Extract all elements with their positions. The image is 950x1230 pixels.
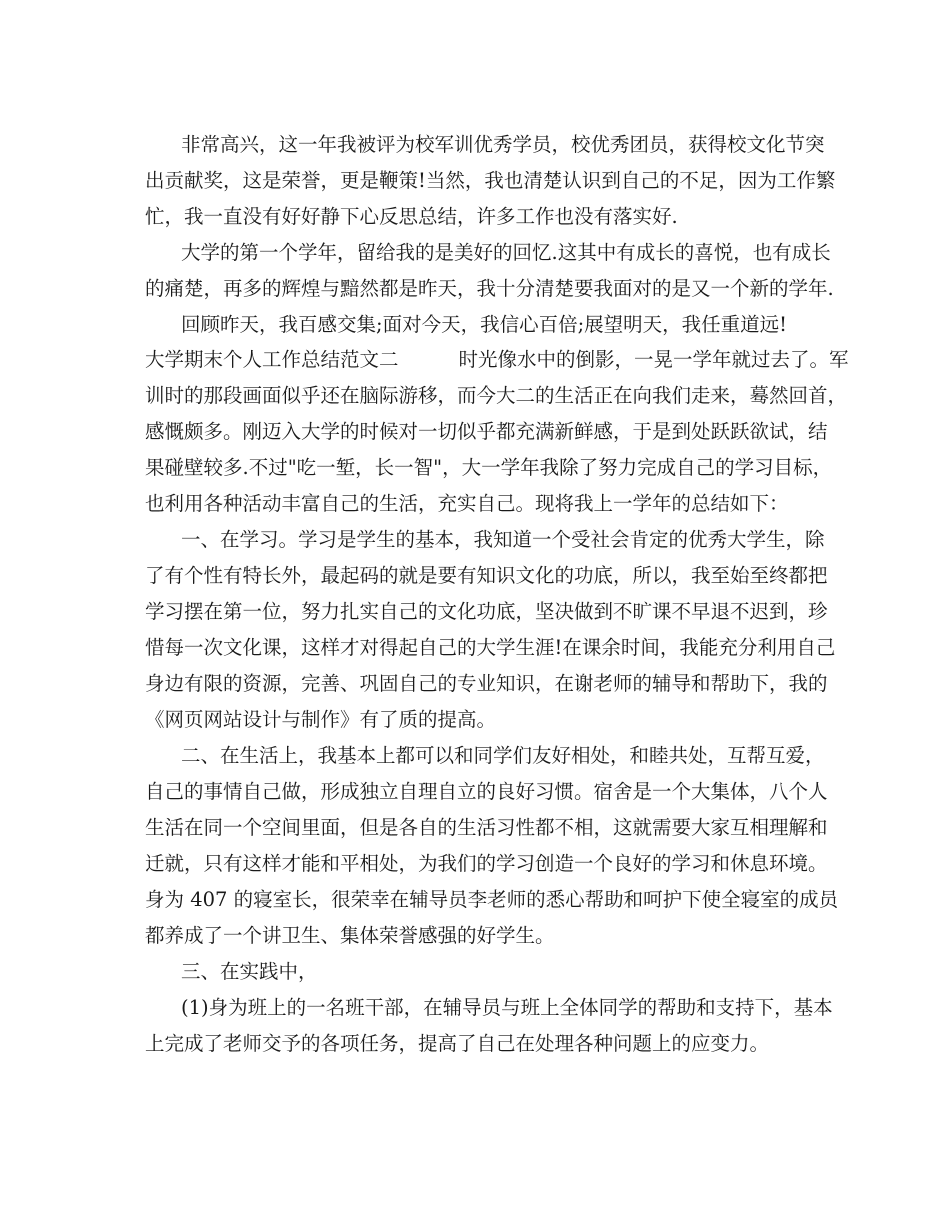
paragraph-line: 非常高兴，这一年我被评为校军训优秀学员，校优秀团员，获得校文化节突 (181, 133, 825, 156)
paragraph-line: 学习摆在第一位，努力扎实自己的文化功底，坚决做到不旷课不早退不迟到，珍 (145, 600, 828, 623)
section-heading: 大学期末个人工作总结范文二 (145, 348, 399, 371)
paragraph-line: 一、在学习。学习是学生的基本，我知道一个受社会肯定的优秀大学生，除 (181, 528, 825, 551)
paragraph-line: 生活在同一个空间里面，但是各自的生活习性都不相，这就需要大家互相理解和 (145, 816, 828, 839)
paragraph-line: 了有个性有特长外，最起码的就是要有知识文化的功底，所以，我至始至终都把 (145, 564, 828, 587)
paragraph-line: 三、在实践中， (181, 960, 318, 983)
paragraph-line: 身边有限的资源，完善、巩固自己的专业知识，在谢老师的辅导和帮助下，我的 (145, 672, 828, 695)
paragraph-line: 忙，我一直没有好好静下心反思总结，许多工作也没有落实好. (145, 205, 678, 228)
paragraph-line: 回顾昨天，我百感交集;面对今天，我信心百倍;展望明天，我任重道远! (181, 313, 787, 336)
paragraph-line: 果碰壁较多.不过"吃一堑，长一智"，大一学年我除了努力完成自己的学习目标， (145, 456, 833, 479)
paragraph-line: 迁就，只有这样才能和平相处，为我们的学习创造一个良好的学习和休息环境。 (145, 852, 828, 875)
paragraph-line: 大学的第一个学年，留给我的是美好的回忆.这其中有成长的喜悦，也有成长 (181, 241, 831, 264)
paragraph-line: 身为 407 的寝室长，很荣幸在辅导员李老师的悉心帮助和呵护下使全寝室的成员 (145, 888, 839, 911)
paragraph-line: 也利用各种活动丰富自己的生活，充实自己。现将我上一学年的总结如下： (145, 492, 789, 515)
paragraph-line: (1)身为班上的一名班干部，在辅导员与班上全体同学的帮助和支持下，基本 (181, 996, 833, 1019)
paragraph-line: 上完成了老师交予的各项任务，提高了自己在处理各种问题上的应变力。 (145, 1032, 770, 1055)
paragraph-line: 自己的事情自己做，形成独立自理自立的良好习惯。宿舍是一个大集体，八个人 (145, 780, 828, 803)
paragraph-line: 《网页网站设计与制作》有了质的提高。 (145, 708, 497, 731)
paragraph-line: 都养成了一个讲卫生、集体荣誉感强的好学生。 (145, 924, 555, 947)
paragraph-line: 的痛楚，再多的辉煌与黯然都是昨天，我十分清楚要我面对的是又一个新的学年. (145, 277, 834, 300)
paragraph-line: 感慨颇多。刚迈入大学的时候对一切似乎都充满新鲜感，于是到处跃跃欲试，结 (145, 420, 828, 443)
paragraph-line: 训时的那段画面似乎还在脑际游移，而今大二的生活正在向我们走来，蓦然回首， (145, 384, 848, 407)
paragraph-line: 出贡献奖，这是荣誉，更是鞭策!当然，我也清楚认识到自己的不足，因为工作繁 (145, 169, 836, 192)
paragraph-text: 时光像水中的倒影，一晃一学年就过去了。军 (458, 348, 849, 371)
paragraph-line: 惜每一次文化课，这样才对得起自己的大学生涯!在课余时间，我能充分利用自己 (145, 636, 836, 659)
paragraph-line: 二、在生活上，我基本上都可以和同学们友好相处，和睦共处，互帮互爱， (181, 744, 825, 767)
section-heading-line (0, 347, 950, 373)
